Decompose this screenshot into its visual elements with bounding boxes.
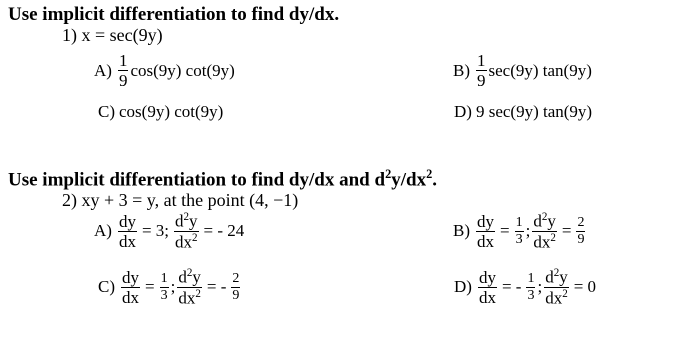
- dy-dx-fraction: [118, 213, 137, 250]
- option-value: = 3;: [141, 221, 170, 241]
- fraction-numerator: 1: [515, 214, 523, 230]
- value-fraction: [231, 272, 240, 303]
- fraction-denominator: dx: [122, 287, 139, 307]
- value-fraction: [160, 272, 169, 303]
- fraction-denominator: $dx^2$: [175, 231, 198, 252]
- d2y-dx2-fraction: [174, 212, 199, 250]
- coefficient-fraction: [476, 52, 487, 89]
- fraction-numerator: dy: [118, 211, 136, 231]
- fraction-denominator: 9: [118, 71, 128, 90]
- fraction-numerator: 1: [527, 270, 535, 286]
- option-label: C): [98, 277, 115, 297]
- fraction-denominator: dx: [477, 231, 494, 251]
- fraction-numerator: dy: [477, 211, 494, 231]
- fraction-numerator: dy: [122, 267, 139, 287]
- fraction-numerator: 1: [160, 270, 168, 286]
- q2-option-b[interactable]: [453, 212, 587, 250]
- fraction-denominator: 3: [515, 231, 523, 247]
- fraction-denominator: 3: [160, 287, 168, 303]
- coefficient-fraction: [118, 52, 129, 89]
- fraction-numerator: dy: [478, 267, 496, 287]
- q2-option-a[interactable]: [94, 212, 247, 250]
- q2-option-d[interactable]: [454, 268, 599, 306]
- option-expression: sec(9y) tan(9y): [488, 60, 592, 80]
- option-label: A): [94, 221, 112, 241]
- q1-option-c[interactable]: [98, 102, 223, 122]
- option-label: B): [453, 221, 470, 241]
- d2y-dx2-fraction: [532, 212, 557, 250]
- fraction-numerator: 2: [232, 270, 240, 286]
- fraction-numerator: $d^2y$: [175, 211, 198, 231]
- separator: ;: [170, 277, 176, 297]
- fraction-numerator: $d^2y$: [533, 211, 556, 231]
- option-label: D): [454, 277, 472, 297]
- equals-sign: = 0: [573, 277, 597, 297]
- d2y-dx2-fraction: [544, 268, 569, 306]
- fraction-numerator: $d^2y$: [545, 267, 568, 287]
- equals-sign: = -: [206, 277, 227, 297]
- heading-sup: 2: [426, 167, 433, 181]
- option-value: = - 24: [203, 221, 245, 241]
- fraction-denominator: 3: [527, 287, 535, 303]
- fraction-denominator: $dx^2$: [533, 231, 556, 252]
- heading-sup: 2: [385, 167, 392, 181]
- fraction-numerator: 1: [118, 51, 128, 70]
- fraction-denominator: 9: [232, 287, 240, 303]
- fraction-denominator: 9: [577, 231, 585, 247]
- question1: 1) x = sec(9y): [62, 25, 163, 45]
- heading-text: y/dx: [391, 169, 427, 191]
- fraction-denominator: $dx^2$: [178, 287, 201, 308]
- value-fraction: [515, 216, 524, 247]
- d2y-dx2-fraction: [177, 268, 202, 306]
- equals-sign: =: [145, 277, 155, 297]
- section1-heading: Use implicit differentiation to find dy/dx.: [8, 4, 340, 25]
- q1-option-a[interactable]: [94, 52, 235, 89]
- separator: ;: [525, 221, 531, 241]
- option-label: B): [453, 60, 470, 80]
- fraction-denominator: 9: [477, 71, 486, 90]
- option-expression: cos(9y) cot(9y): [119, 102, 224, 121]
- value-fraction: [526, 272, 535, 303]
- equals-sign: = -: [501, 277, 522, 297]
- heading-text: .: [432, 169, 438, 191]
- fraction-numerator: $d^2y$: [178, 267, 201, 287]
- q2-option-c[interactable]: [98, 268, 242, 306]
- option-label: C): [98, 102, 115, 121]
- section2-heading: [8, 167, 437, 191]
- equals-sign: =: [500, 221, 510, 241]
- q1-option-b[interactable]: [453, 52, 592, 89]
- fraction-numerator: 2: [577, 214, 585, 230]
- option-expression: cos(9y) cot(9y): [130, 60, 235, 80]
- equals-sign: =: [561, 221, 572, 241]
- heading-text: Use implicit differentiation to find dy/dx and d: [8, 169, 386, 191]
- dy-dx-fraction: [478, 269, 497, 306]
- option-expression: 9 sec(9y) tan(9y): [475, 102, 593, 121]
- value-fraction: [576, 216, 585, 247]
- q1-option-d[interactable]: [454, 102, 592, 122]
- option-label: D): [454, 102, 472, 121]
- fraction-denominator: $dx^2$: [545, 287, 568, 308]
- dy-dx-fraction: [121, 269, 140, 306]
- fraction-denominator: dx: [478, 287, 496, 307]
- dy-dx-fraction: [476, 213, 495, 250]
- separator: ;: [537, 277, 543, 297]
- fraction-numerator: 1: [477, 51, 486, 70]
- question2: 2) xy + 3 = y, at the point (4, −1): [62, 190, 299, 210]
- fraction-denominator: dx: [118, 231, 136, 251]
- option-label: A): [94, 60, 112, 80]
